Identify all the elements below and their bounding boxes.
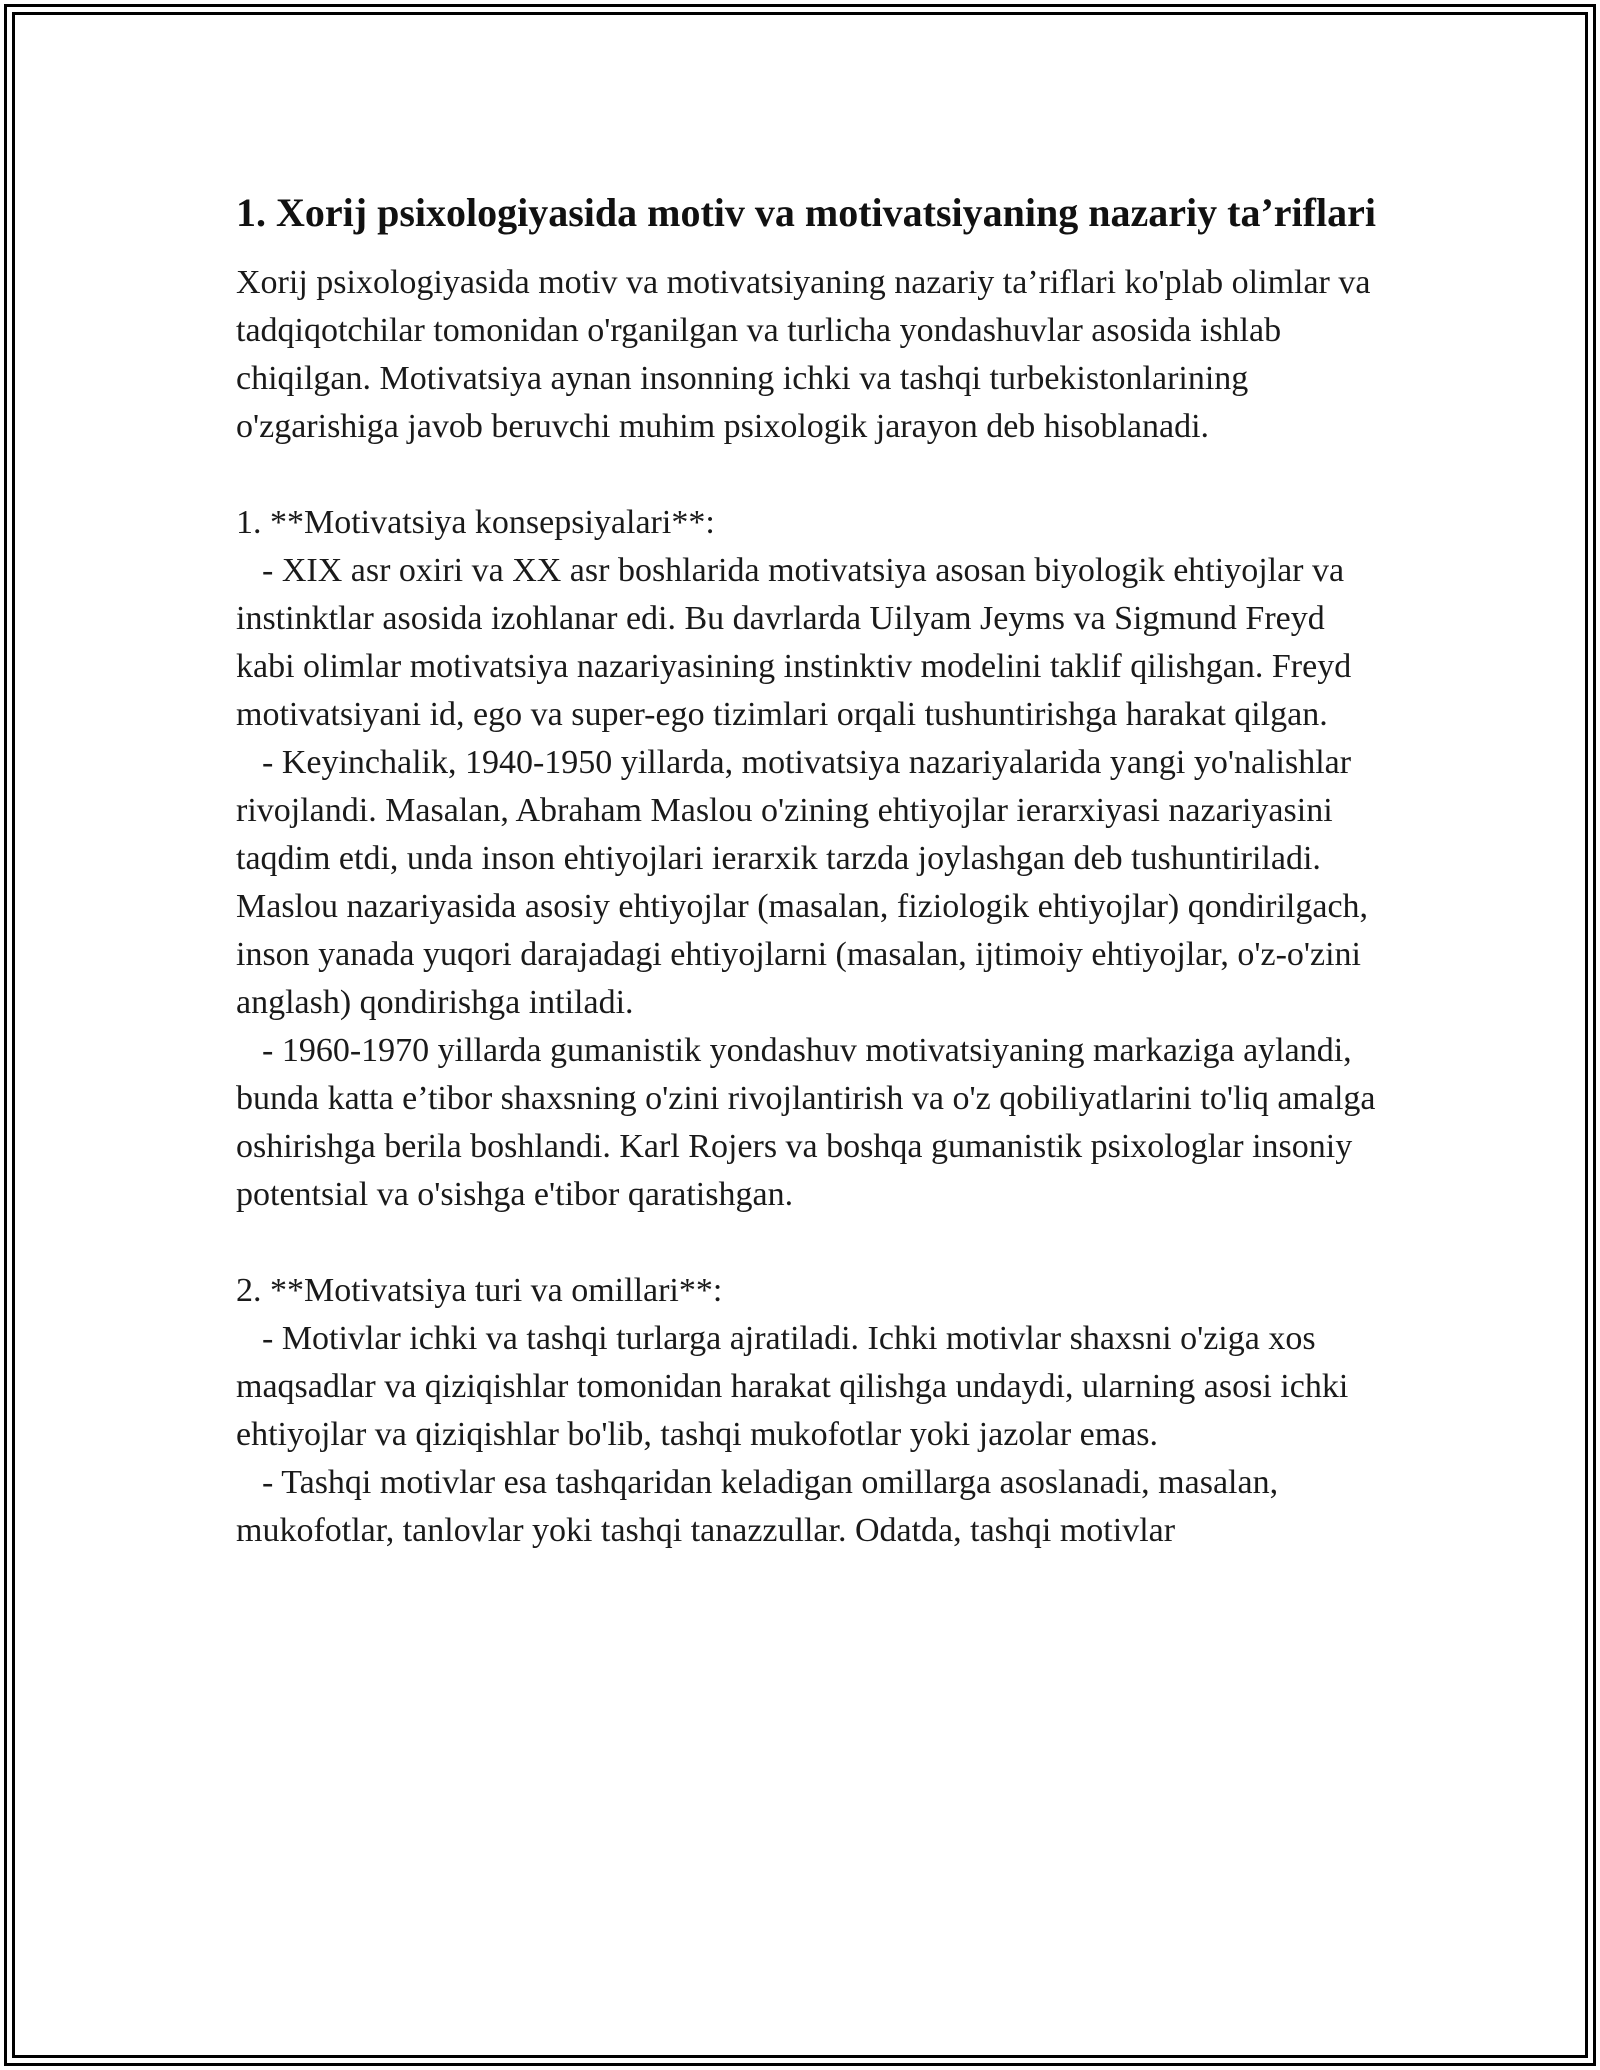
section-types xyxy=(236,1267,1386,1555)
list-item: - XIX asr oxiri va XX asr boshlarida motivatsiya asosan biyologik ehtiyojlar va instinktlar asosida izohlanar edi. Bu davrlarda Uilyam Jeyms va Sigmund Freyd kabi olimlar motivatsiya nazariyasining instinktiv modelini taklif qilishgan. Freyd motivatsiyani id, ego va super-ego tizimlari orqali tushuntirishga harakat qilgan. xyxy=(236,552,1352,733)
section-concepts xyxy=(236,499,1386,1219)
spacer xyxy=(236,451,1386,499)
document-title: 1. Xorij psixologiyasida motiv va motivatsiyaning nazariy ta’riflari xyxy=(236,190,1376,235)
spacer xyxy=(236,1219,1386,1267)
list-item: - Tashqi motivlar esa tashqaridan keladigan omillarga asoslanadi, masalan, mukofotlar, tanlovlar yoki tashqi tanazzullar. Odatda, tashqi motivlar xyxy=(236,1464,1279,1549)
list-item: - Motivlar ichki va tashqi turlarga ajratiladi. Ichki motivlar shaxsni o'ziga xos maqsadlar va qiziqishlar tomonidan harakat qilishga undaydi, ularning asosi ichki ehtiyojlar va qiziqishlar bo'lib, tashqi mukofotlar yoki jazolar emas. xyxy=(236,1320,1349,1453)
list-item: - Keyinchalik, 1940-1950 yillarda, motivatsiya nazariyalarida yangi yo'nalishlar rivojlandi. Masalan, Abraham Maslou o'zining ehtiyojlar ierarxiyasi nazariyasini taqdim etdi, unda inson ehtiyojlari ierarxik tarzda joylashgan deb tushuntiriladi. Maslou nazariyasida asosiy ehtiyojlar (masalan, fiziologik ehtiyojlar) qondirilgach, inson yanada yuqori darajadagi ehtiyojlarni (masalan, ijtimoiy ehtiyojlar, o'z-o'zini anglash) qondirishga intiladi. xyxy=(236,744,1369,1021)
list-item: - 1960-1970 yillarda gumanistik yondashuv motivatsiyaning markaziga aylandi, bunda katta e’tibor shaxsning o'zini rivojlantirish va o'z qobiliyatlarini to'liq amalga oshirishga berila boshlandi. Karl Rojers va boshqa gumanistik psixologlar insoniy potentsial va o'sishga e'tibor qaratishgan. xyxy=(236,1032,1376,1213)
section-heading: 2. **Motivatsiya turi va omillari**: xyxy=(236,1272,723,1309)
section-heading: 1. **Motivatsiya konsepsiyalari**: xyxy=(236,504,715,541)
document-body xyxy=(236,185,1386,1555)
intro-paragraph: Xorij psixologiyasida motiv va motivatsiyaning nazariy ta’riflari ko'plab olimlar va tadqiqotchilar tomonidan o'rganilgan va turlicha yondashuvlar asosida ishlab chiqilgan. Motivatsiya aynan insonning ichki va tashqi turbekistonlarining o'zgarishiga javob beruvchi muhim psixologik jarayon deb hisoblanadi. xyxy=(236,264,1371,445)
